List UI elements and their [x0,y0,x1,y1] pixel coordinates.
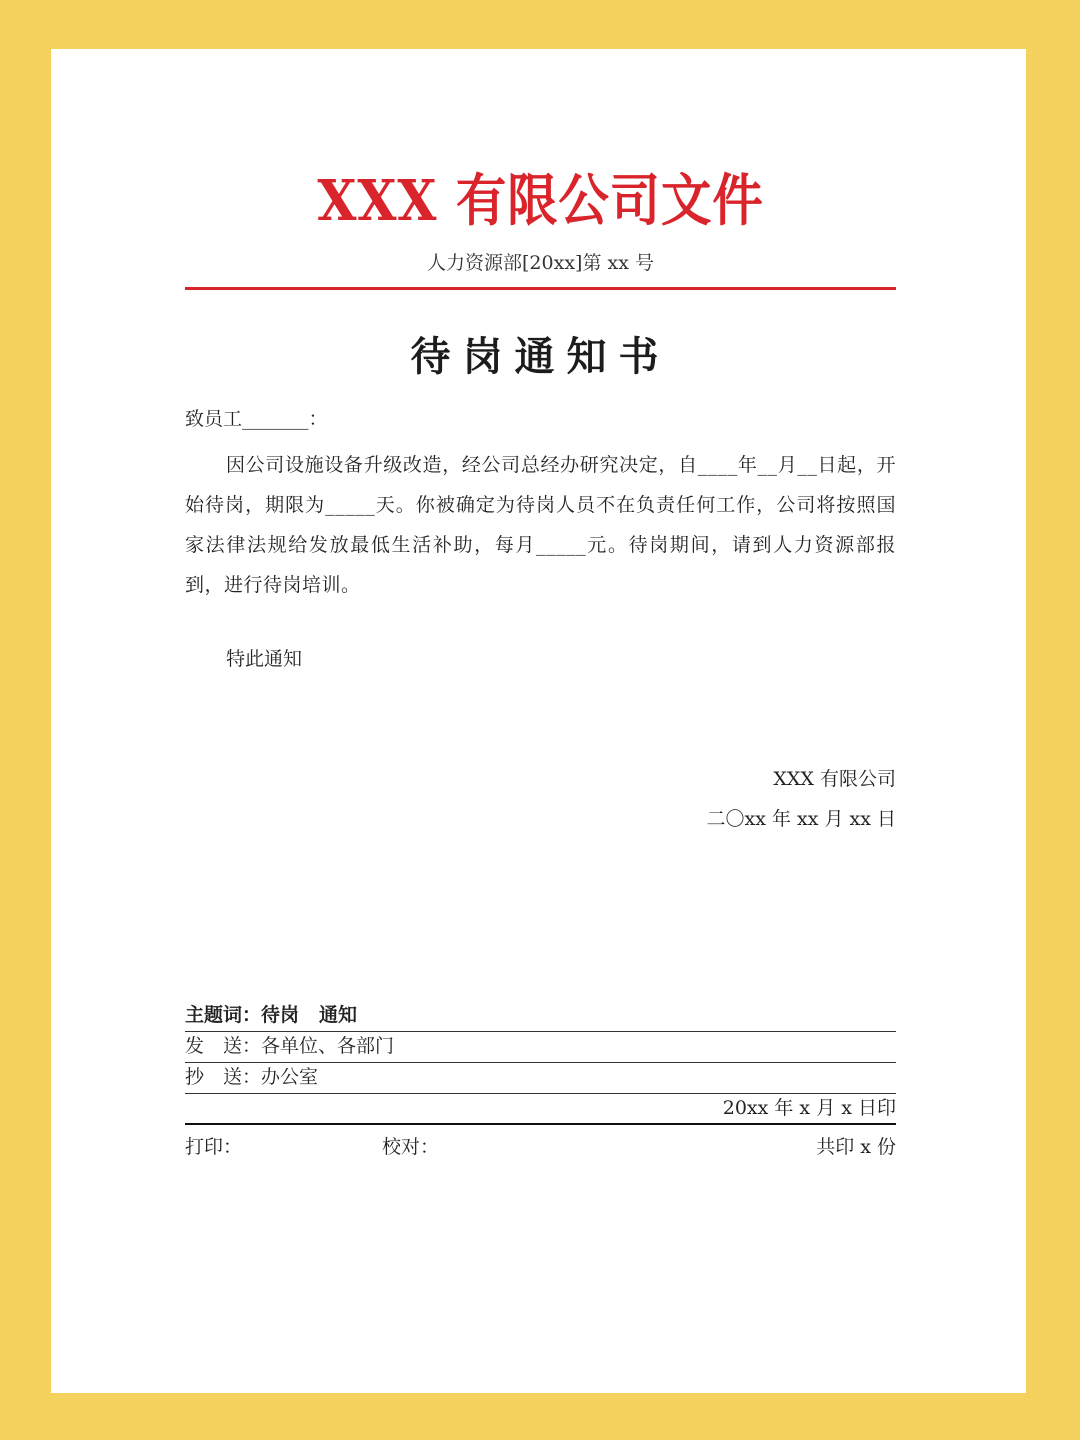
salutation: 致员工_______： [185,408,328,430]
document-content [185,49,896,1393]
proofread-label: 校对： [382,1136,440,1158]
notice-body: 因公司设施设备升级改造，经公司总经办研究决定，自____年__月__日起，开始待岗，期限为_____天。你被确定为待岗人员不在负责任何工作，公司将按照国家法律法规给发放最低生活补助，每月_____元。待岗期间，请到人力资源部报到，进行待岗培训。 [185,454,896,596]
notice-title: 待岗通知书 [410,333,671,380]
print-date: 20xx 年 x 月 x 日印 [722,1097,896,1119]
cc-label: 抄 送： [185,1066,262,1088]
company-file-title: XXX 有限公司文件 [317,168,764,234]
cc-value: 办公室 [261,1066,319,1088]
send-row [185,1032,896,1060]
cc-row [185,1063,896,1091]
closing-phrase: 特此通知 [226,648,303,670]
send-value: 各单位、各部门 [261,1035,395,1057]
keywords-row [185,1001,896,1029]
document-number: 人力资源部[20xx]第 xx 号 [427,252,654,274]
signature-date: 二〇xx 年 xx 月 xx 日 [706,808,896,830]
signature-company: XXX 有限公司 [773,768,896,790]
keyword-item: 通知 [319,1004,358,1026]
header-red-divider [185,287,896,290]
keyword-item: 待岗 [261,1004,300,1026]
copies-label: 共印 x 份 [816,1136,896,1158]
document-page [51,49,1026,1393]
footer-thick-divider [185,1123,896,1125]
print-label: 打印： [185,1136,243,1158]
keywords-label: 主题词： [185,1004,262,1026]
send-label: 发 送： [185,1035,262,1057]
